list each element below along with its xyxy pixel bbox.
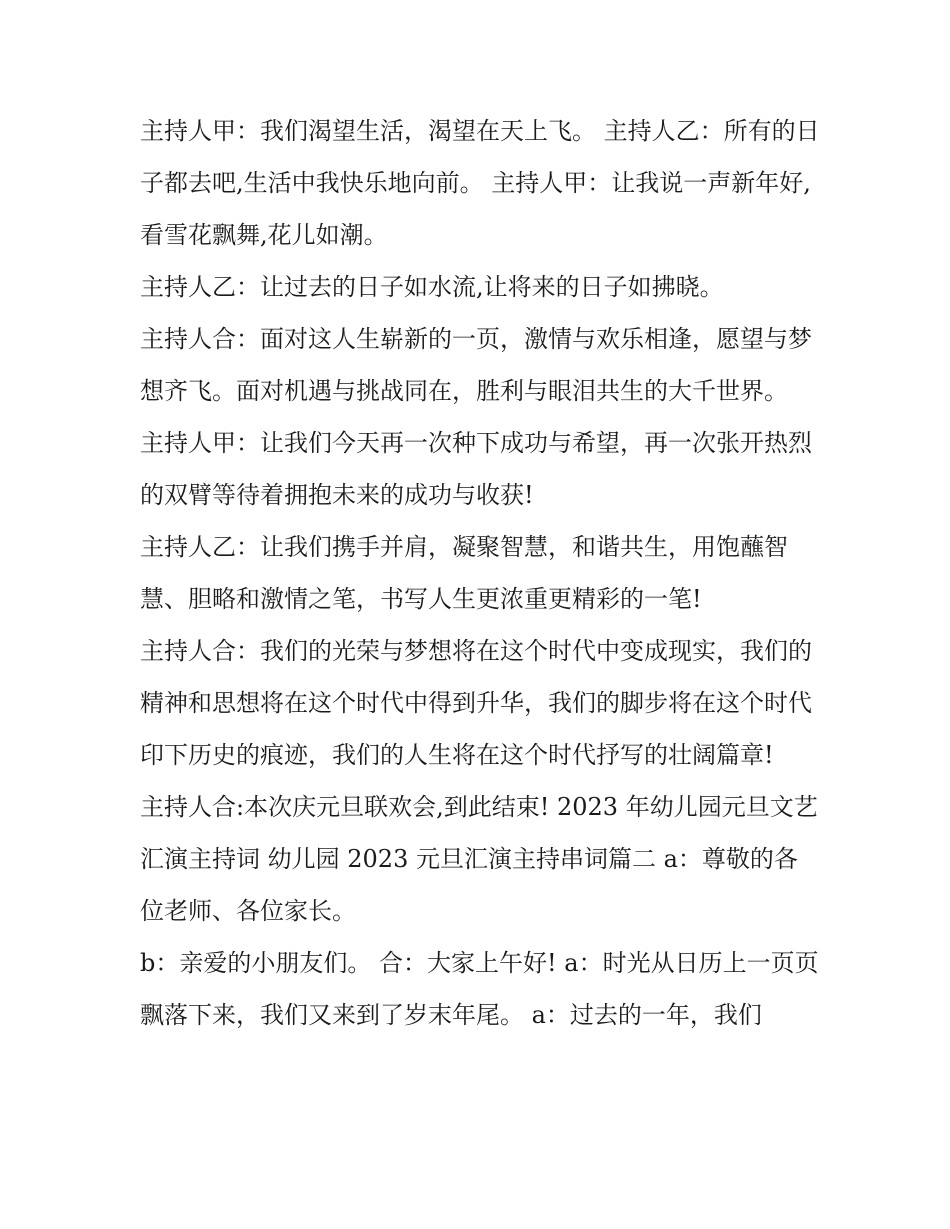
paragraph-4: 主持人甲：让我们今天再一次种下成功与希望，再一次张开热烈的双臂等待着拥抱未来的成功与收获!	[140, 429, 812, 509]
paragraph-6: 主持人合：我们的光荣与梦想将在这个时代中变成现实，我们的精神和思想将在这个时代中得到升华，我们的脚步将在这个时代印下历史的痕迹，我们的人生将在这个时代抒写的壮阔篇章!	[140, 637, 812, 769]
paragraph-5: 主持人乙：让我们携手并肩，凝聚智慧，和谐共生，用饱蘸智慧、胆略和激情之笔，书写人生更浓重更精彩的一笔!	[140, 533, 788, 613]
paragraph-1: 主持人甲：我们渴望生活，渴望在天上飞。 主持人乙：所有的日子都去吧,生活中我快乐地向前。 主持人甲：让我说一声新年好,看雪花飘舞,花儿如潮。	[140, 117, 820, 249]
paragraph-8: b：亲爱的小朋友们。 合：大家上午好! a：时光从日历上一页页飘落下来，我们又来到了岁末年尾。 a：过去的一年，我们	[140, 949, 819, 1029]
paragraph-7: 主持人合:本次庆元旦联欢会,到此结束! 2023 年幼儿园元旦文艺汇演主持词 幼儿园 2023 元旦汇演主持串词篇二 a：尊敬的各位老师、各位家长。	[140, 793, 818, 925]
paragraph-2: 主持人乙：让过去的日子如水流,让将来的日子如拂晓。	[140, 273, 724, 301]
document-body	[140, 105, 820, 1041]
paragraph-3: 主持人合：面对这人生崭新的一页，激情与欢乐相逢，愿望与梦想齐飞。面对机遇与挑战同在，胜利与眼泪共生的大千世界。	[140, 325, 812, 405]
